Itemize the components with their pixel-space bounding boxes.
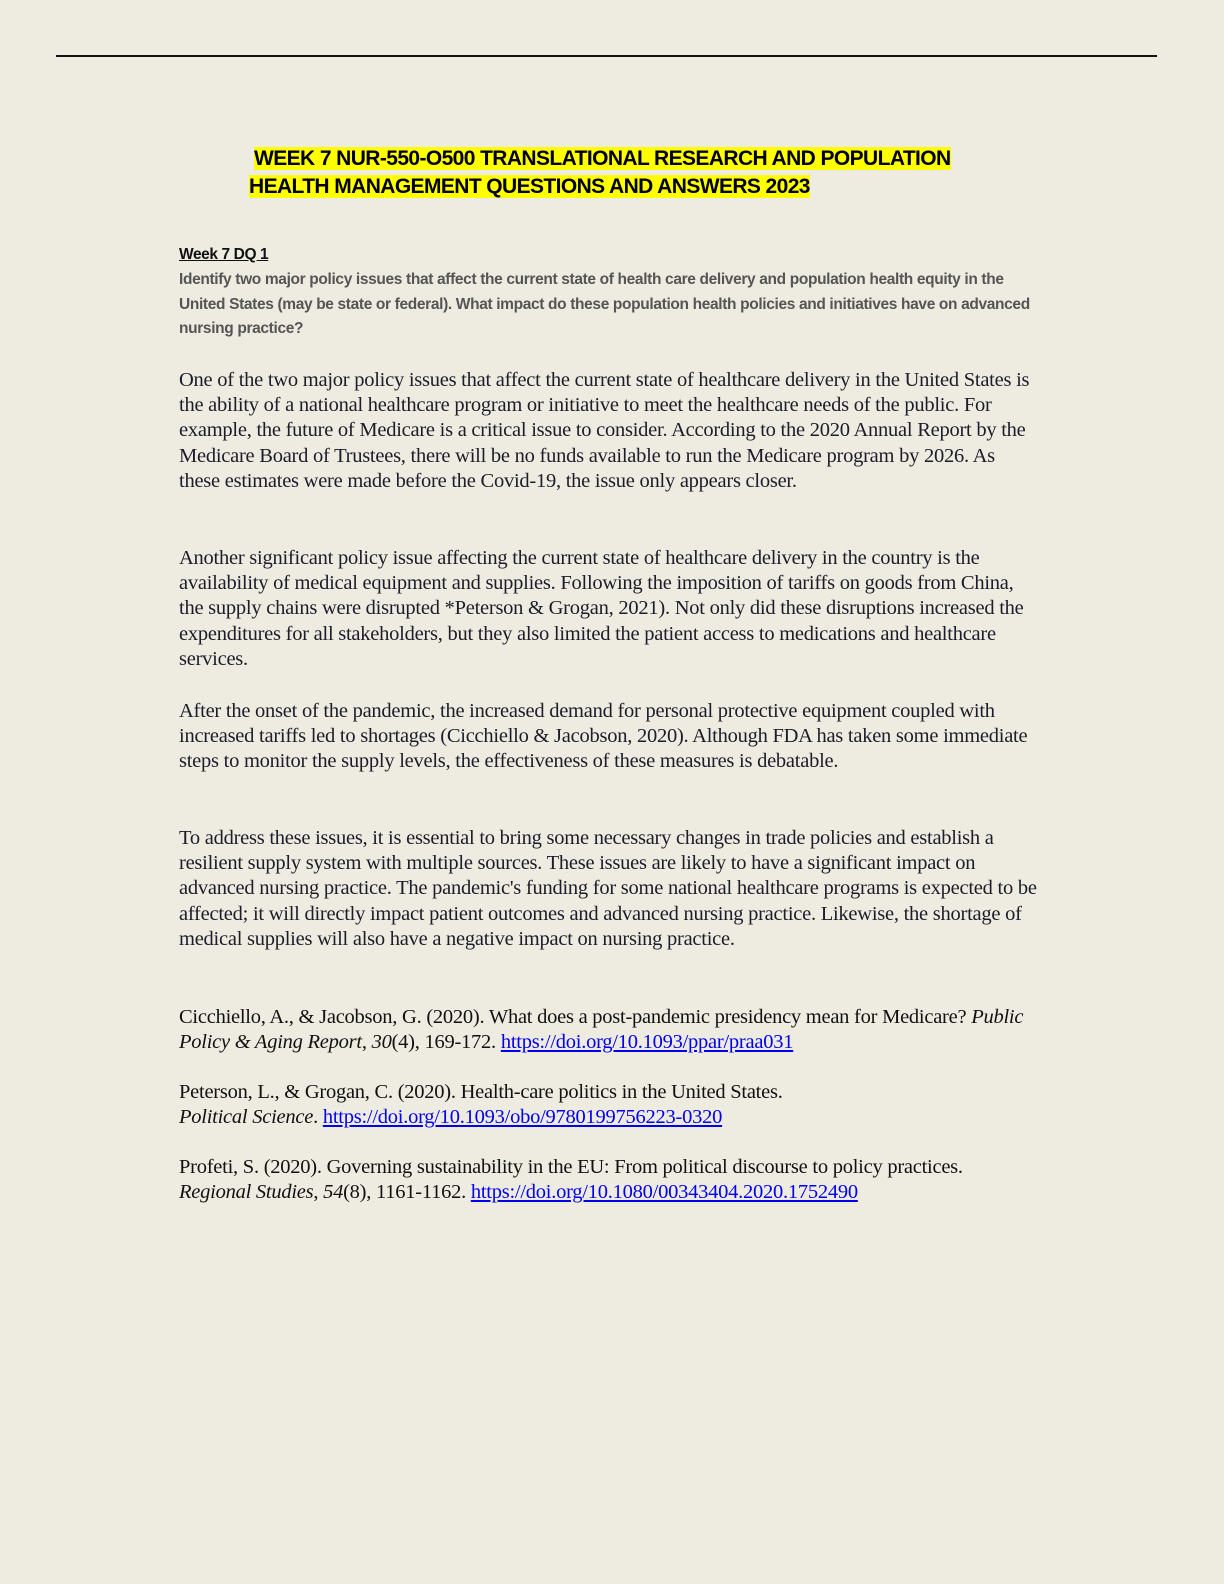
reference-3-volume: 54 (323, 1181, 344, 1204)
reference-1-volume: 30 (371, 1031, 392, 1054)
reference-3-tail: (8), 1161-1162. (343, 1181, 471, 1204)
reference-2-doi-link[interactable]: https://doi.org/10.1093/obo/9780199756223-0320 (322, 1106, 723, 1129)
reference-3-doi-link[interactable]: https://doi.org/10.1080/00343404.2020.1752490 (470, 1181, 858, 1204)
answer-paragraph-3: After the onset of the pandemic, the increased demand for personal protective equipment coupled with increased tariffs led to shortages (Cicchiello & Jacobson, 2020). Although FDA has taken some immediate steps to monitor the supply levels, the effectiveness of these measures is debatable. (179, 700, 1028, 773)
reference-1-tail: (4), 169-172. (391, 1031, 501, 1054)
reference-2-journal: Political Science (179, 1106, 314, 1129)
header-rule (56, 55, 1157, 57)
reference-2-tail: . (313, 1106, 323, 1129)
question-text: Identify two major policy issues that affect the current state of health care delivery and population health equity in the United States (may be state or federal). What impact do these population health policies and initiatives have on advanced nursing practice? (179, 271, 1030, 337)
reference-3-sep: , (313, 1181, 324, 1204)
answer-paragraph-2: Another significant policy issue affecting the current state of healthcare delivery in the country is the availability of medical equipment and supplies. Following the imposition of tariffs on goods from China, the supply chains were disrupted *Peterson & Grogan, 2021). Not only did these disruptions increased the expenditures for all stakeholders, but they also limited the patient access to medications and healthcare services. (179, 547, 1024, 670)
reference-1-lead: Cicchiello, A., & Jacobson, G. (2020). What does a post-pandemic presidency mean for Medicare? (179, 1006, 972, 1028)
reference-1 (179, 1005, 1039, 1055)
document-title (249, 145, 1049, 201)
reference-1-sep: , (361, 1031, 372, 1054)
reference-3 (179, 1155, 1039, 1205)
reference-1-doi-link[interactable]: https://doi.org/10.1093/ppar/praa031 (500, 1031, 794, 1054)
question-heading: Week 7 DQ 1 (179, 246, 269, 263)
reference-2 (179, 1080, 1039, 1130)
reference-2-lead: Peterson, L., & Grogan, C. (2020). Health-care politics in the United States. (179, 1081, 783, 1103)
answer-paragraph-4: To address these issues, it is essential to bring some necessary changes in trade policies and establish a resilient supply system with multiple sources. These issues are likely to have a significant impact on advanced nursing practice. The pandemic's funding for some national healthcare programs is expected to be affected; it will directly impact patient outcomes and advanced nursing practice. Likewise, the shortage of medical supplies will also have a negative impact on nursing practice. (179, 827, 1037, 950)
reference-3-journal: Regional Studies (179, 1181, 314, 1204)
title-line-1: WEEK 7 NUR-550-O500 TRANSLATIONAL RESEARCH AND POPULATION (254, 147, 951, 170)
reference-3-lead: Profeti, S. (2020). Governing sustainability in the EU: From political discourse to policy practices. (179, 1156, 963, 1178)
reference-1-journal: Public Policy & Aging Report (179, 1006, 1024, 1054)
title-line-2: HEALTH MANAGEMENT QUESTIONS AND ANSWERS 2023 (249, 175, 810, 198)
answer-paragraph-1: One of the two major policy issues that affect the current state of healthcare delivery in the United States is the ability of a national healthcare program or initiative to meet the healthcare needs of the public. For example, the future of Medicare is a critical issue to consider. According to the 2020 Annual Report by the Medicare Board of Trustees, there will be no funds available to run the Medicare program by 2026. As these estimates were made before the Covid-19, the issue only appears closer. (179, 369, 1030, 492)
